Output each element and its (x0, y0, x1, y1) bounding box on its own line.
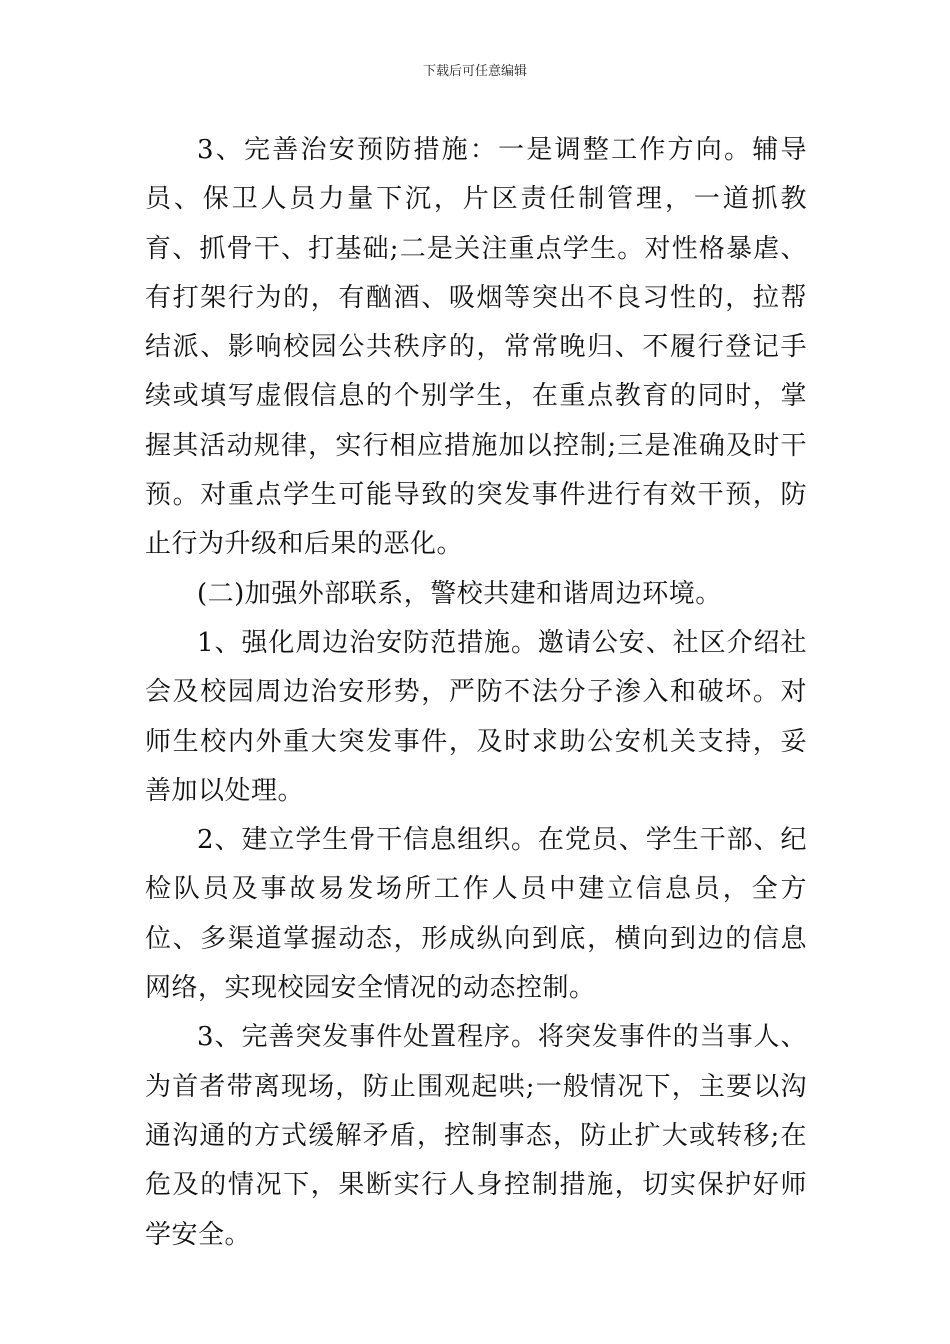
page-header: 下载后可任意编辑 (422, 64, 527, 79)
paragraph-student-info-network: 2、建立学生骨干信息组织。在党员、学生干部、纪检队员及事故易发场所工作人员中建立信息员，全方位、多渠道掌握动态，形成纵向到底，横向到边的信息网络，实现校园安全情况的动态控制。 (145, 825, 807, 1004)
paragraph-emergency-procedure: 3、完善突发事件处置程序。将突发事件的当事人、为首者带离现场，防止围观起哄;一般情况下，主要以沟通沟通的方式缓解矛盾，控制事态，防止扩大或转移;在危及的情况下，果断实行人身控制措施，切实保护好师学安全。 (145, 1022, 807, 1250)
section-heading-external-liaison: (二)加强外部联系，警校共建和谐周边环境。 (197, 578, 722, 609)
paragraph-security-prevention: 3、完善治安预防措施：一是调整工作方向。辅导员、保卫人员力量下沉，片区责任制管理，一道抓教育、抓骨干、打基础;二是关注重点学生。对性格暴虐、有打架行为的，有酗酒、吸烟等突出不良习性的，拉帮结派、影响校园公共秩序的，常常晚归、不履行登记手续或填写虚假信息的个别学生，在重点教育的同时，掌握其活动规律，实行相应措施加以控制;三是准确及时干预。对重点学生可能导致的突发事件进行有效干预，防止行为升级和后果的恶化。 (145, 135, 807, 560)
document-body (145, 126, 807, 1260)
paragraph-surrounding-security: 1、强化周边治安防范措施。邀请公安、社区介绍社会及校园周边治安形势，严防不法分子渗入和破坏。对师生校内外重大突发事件，及时求助公安机关支持，妥善加以处理。 (145, 627, 807, 806)
